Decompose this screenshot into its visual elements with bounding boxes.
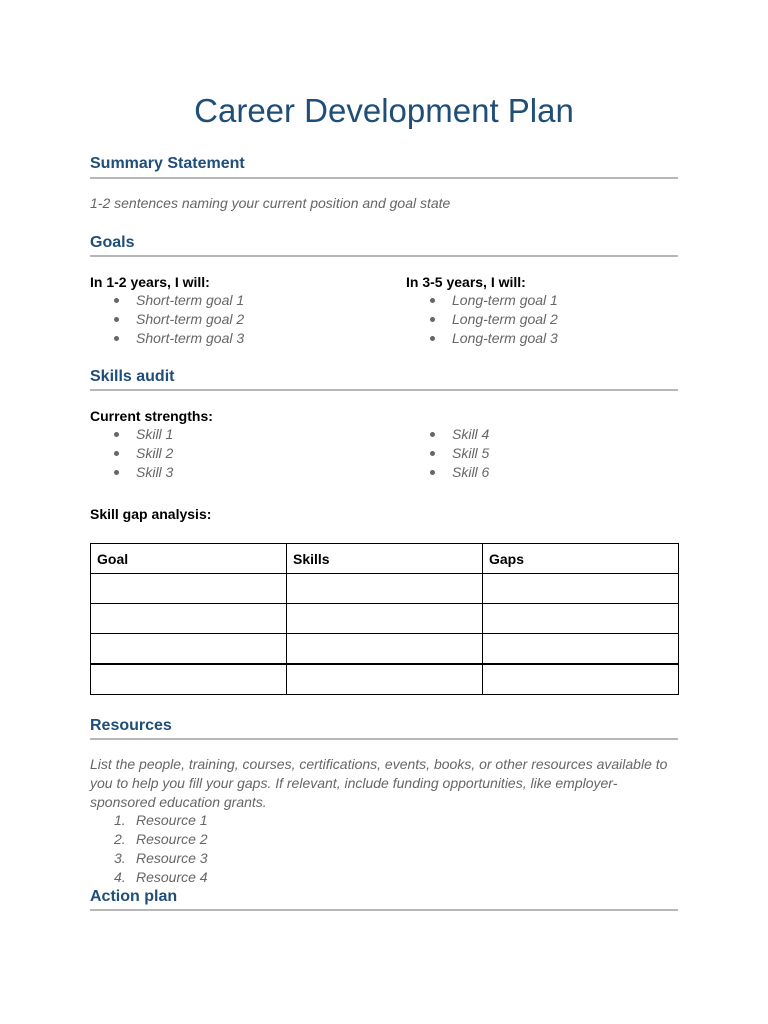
long-term-goal-list — [406, 291, 558, 348]
table-row — [91, 574, 679, 604]
skill-item: Skill 3 — [90, 463, 173, 482]
short-term-goal-item: Short-term goal 3 — [90, 329, 244, 348]
skill-item: Skill 5 — [406, 444, 489, 463]
skill-item: Skill 1 — [90, 425, 173, 444]
long-term-label: In 3-5 years, I will: — [406, 274, 526, 290]
table-cell[interactable] — [483, 664, 679, 695]
goals-divider — [90, 255, 678, 257]
resources-text: List the people, training, courses, certifications, events, books, or other resources available to you to help you fill your gaps. If relevant, include funding opportunities, like employer-sponsored education grants. — [90, 756, 668, 810]
resource-label: Resource 4 — [136, 869, 208, 885]
long-term-goal-item: Long-term goal 2 — [406, 310, 558, 329]
table-cell[interactable] — [287, 604, 483, 634]
goals-heading: Goals — [90, 234, 135, 251]
short-term-goal-item: Short-term goal 2 — [90, 310, 244, 329]
strengths-list-right — [406, 425, 489, 482]
strengths-label: Current strengths: — [90, 408, 213, 424]
skill-gap-table — [90, 543, 679, 695]
resource-number: 4. — [114, 869, 126, 885]
resource-label: Resource 3 — [136, 850, 208, 866]
skill-gap-label: Skill gap analysis: — [90, 506, 212, 522]
table-header-row — [91, 544, 679, 574]
short-term-label: In 1-2 years, I will: — [90, 274, 210, 290]
table-cell[interactable] — [91, 574, 287, 604]
table-header-goal: Goal — [91, 544, 287, 574]
skill-item: Skill 4 — [406, 425, 489, 444]
resource-number: 1. — [114, 812, 126, 828]
summary-divider — [90, 177, 678, 179]
resources-heading: Resources — [90, 717, 172, 734]
table-row — [91, 634, 679, 665]
table-cell[interactable] — [483, 574, 679, 604]
action-plan-divider — [90, 909, 678, 911]
resource-label: Resource 2 — [136, 831, 208, 847]
resource-item — [90, 868, 208, 887]
skill-item: Skill 2 — [90, 444, 173, 463]
skill-item: Skill 6 — [406, 463, 489, 482]
table-cell[interactable] — [287, 574, 483, 604]
resources-divider — [90, 738, 678, 740]
table-cell[interactable] — [91, 664, 287, 695]
table-cell[interactable] — [91, 604, 287, 634]
summary-text: 1-2 sentences naming your current position and goal state — [90, 195, 451, 211]
resource-number: 2. — [114, 831, 126, 847]
table-header-skills: Skills — [287, 544, 483, 574]
skills-heading: Skills audit — [90, 368, 175, 385]
table-header-gaps: Gaps — [483, 544, 679, 574]
strengths-list-left — [90, 425, 173, 482]
short-term-goal-item: Short-term goal 1 — [90, 291, 244, 310]
skills-divider — [90, 389, 678, 391]
resource-item — [90, 811, 208, 830]
short-term-goal-list — [90, 291, 244, 348]
table-cell[interactable] — [287, 664, 483, 695]
page-title: Career Development Plan — [194, 92, 574, 129]
table-cell[interactable] — [91, 634, 287, 665]
resource-item — [90, 830, 208, 849]
table-cell[interactable] — [483, 634, 679, 665]
table-row — [91, 664, 679, 695]
resource-label: Resource 1 — [136, 812, 208, 828]
table-cell[interactable] — [483, 604, 679, 634]
resource-item — [90, 849, 208, 868]
resource-number: 3. — [114, 850, 126, 866]
long-term-goal-item: Long-term goal 3 — [406, 329, 558, 348]
action-plan-heading: Action plan — [90, 888, 178, 905]
resource-list — [90, 811, 208, 887]
table-row — [91, 604, 679, 634]
summary-heading: Summary Statement — [90, 155, 245, 172]
long-term-goal-item: Long-term goal 1 — [406, 291, 558, 310]
table-cell[interactable] — [287, 634, 483, 665]
